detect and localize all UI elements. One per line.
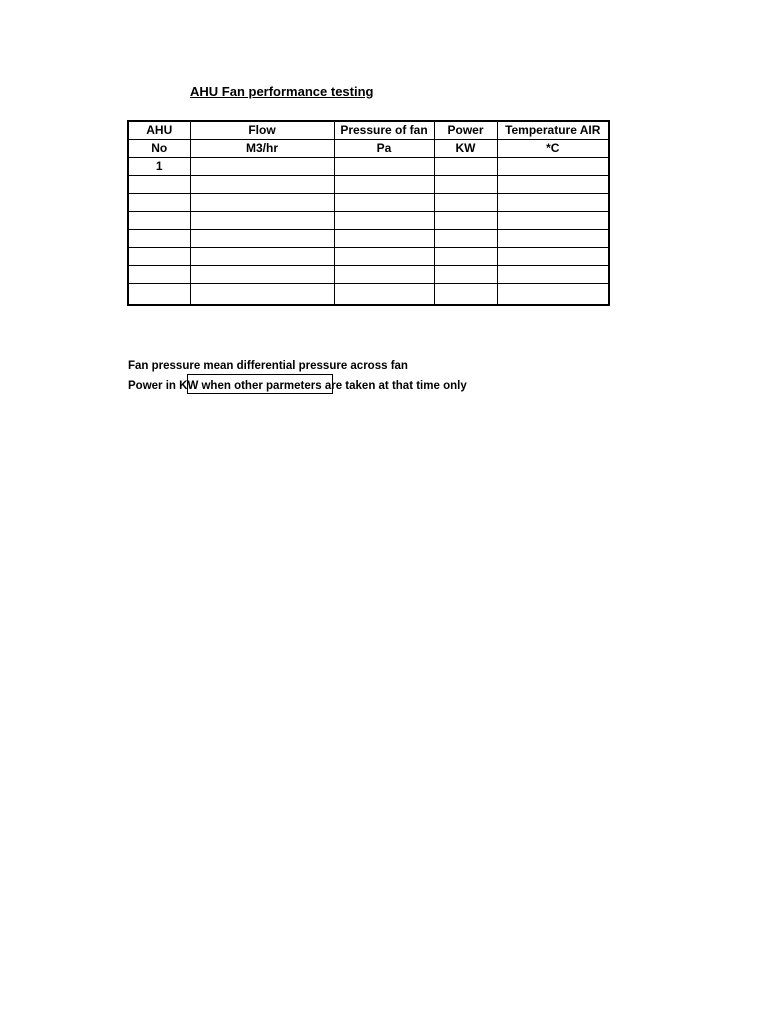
note-line-2-before: Power in K — [128, 380, 188, 392]
table-cell — [190, 212, 334, 230]
header-cell-pressure: Pressure of fan — [334, 121, 434, 140]
unit-cell-pa: Pa — [334, 140, 434, 158]
table-cell — [128, 284, 190, 306]
header-cell-temperature: Temperature AIR — [497, 121, 609, 140]
table-cell — [190, 194, 334, 212]
note-line-2 — [128, 376, 467, 396]
table-row — [128, 158, 609, 176]
table-row — [128, 248, 609, 266]
table-cell — [334, 266, 434, 284]
table-cell — [497, 176, 609, 194]
table-cell — [128, 230, 190, 248]
table-cell — [334, 284, 434, 306]
table-header-row — [128, 121, 609, 140]
header-cell-ahu: AHU — [128, 121, 190, 140]
table-cell — [334, 212, 434, 230]
table-cell — [190, 176, 334, 194]
header-cell-power: Power — [434, 121, 497, 140]
table-cell — [434, 266, 497, 284]
table-cell: 1 — [128, 158, 190, 176]
table-cell — [434, 284, 497, 306]
table-cell — [434, 248, 497, 266]
unit-cell-c: *C — [497, 140, 609, 158]
table-cell — [497, 248, 609, 266]
table-cell — [190, 230, 334, 248]
table-cell — [190, 248, 334, 266]
table-cell — [190, 266, 334, 284]
performance-table — [127, 120, 610, 306]
unit-cell-no: No — [128, 140, 190, 158]
unit-cell-m3hr: M3/hr — [190, 140, 334, 158]
note-line-1: Fan pressure mean differential pressure across fan — [128, 360, 408, 372]
note-line-2-after: are taken at that time only — [321, 380, 467, 392]
table-row — [128, 194, 609, 212]
table-cell — [434, 230, 497, 248]
table-cell — [434, 212, 497, 230]
table-cell — [497, 230, 609, 248]
table-row — [128, 212, 609, 230]
notes-block — [128, 356, 467, 396]
table-cell — [128, 248, 190, 266]
table-row — [128, 284, 609, 306]
page-title: AHU Fan performance testing — [190, 84, 374, 99]
table-cell — [128, 176, 190, 194]
table-cell — [128, 212, 190, 230]
table-cell — [497, 284, 609, 306]
table-cell — [334, 230, 434, 248]
table-cell — [190, 284, 334, 306]
table-cell — [128, 266, 190, 284]
table-cell — [334, 194, 434, 212]
header-cell-flow: Flow — [190, 121, 334, 140]
table-cell — [190, 158, 334, 176]
table-cell — [128, 194, 190, 212]
note-line-2-boxed: W when other parmeters — [187, 380, 322, 392]
table-cell — [334, 158, 434, 176]
table-cell — [334, 248, 434, 266]
table-units-row — [128, 140, 609, 158]
table-cell — [434, 194, 497, 212]
unit-cell-kw: KW — [434, 140, 497, 158]
table-cell — [497, 158, 609, 176]
table-cell — [434, 158, 497, 176]
table-cell — [497, 212, 609, 230]
table-row — [128, 266, 609, 284]
table-row — [128, 176, 609, 194]
table-cell — [497, 194, 609, 212]
table-cell — [334, 176, 434, 194]
table-cell — [497, 266, 609, 284]
table-row — [128, 230, 609, 248]
table-cell — [434, 176, 497, 194]
